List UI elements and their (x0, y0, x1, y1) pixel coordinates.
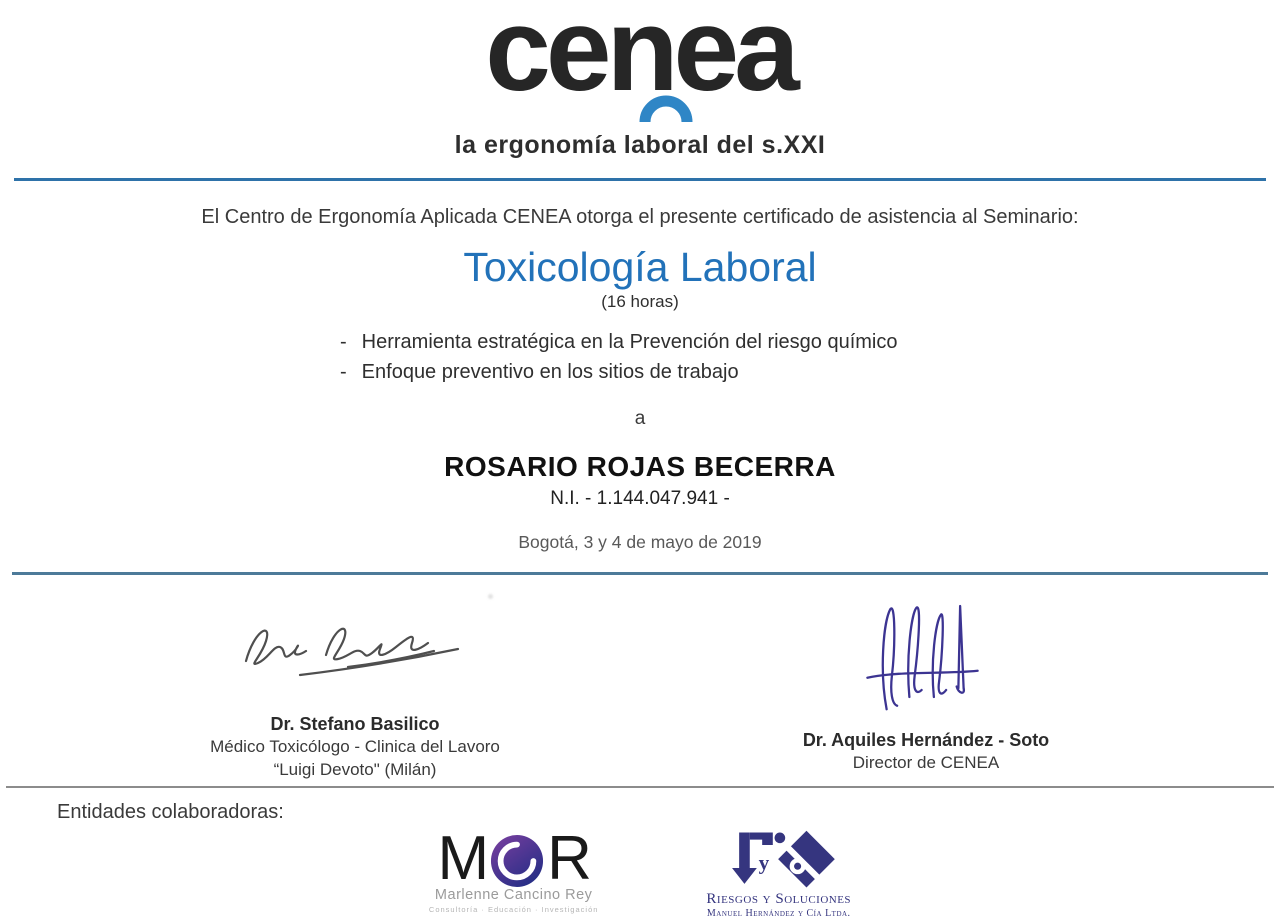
cenea-arc-icon (641, 96, 691, 122)
signer-name: Dr. Aquiles Hernández - Soto (802, 730, 1050, 750)
date-place: Bogotá, 3 y 4 de mayo de 2019 (518, 532, 762, 552)
seminar-title: Toxicología Laboral (463, 244, 817, 290)
recipient-id: N.I. - 1.144.047.941 - (550, 488, 730, 509)
signature-basilico (210, 575, 500, 786)
basilico-signature-icon (230, 605, 480, 705)
mcr-letter-r: R (547, 824, 590, 893)
signer-role-line: Director de CENEA (852, 753, 1000, 772)
cenea-wordmark: cenea (485, 0, 795, 116)
intro-text: El Centro de Ergonomía Aplicada CENEA otorga el presente certificado de asistencia al Seminario: (201, 206, 1079, 228)
seminar-topic-item (340, 327, 940, 357)
signature-hernandez (803, 575, 1049, 786)
bullet-dash: - (340, 361, 347, 383)
rys-name: Riesgos y Soluciones (706, 891, 852, 907)
cenea-wordmark-wrap (485, 0, 795, 132)
connector-word: a (634, 408, 646, 429)
recipient-name: ROSARIO ROJAS BECERRA (444, 451, 836, 482)
top-divider (14, 178, 1266, 181)
signer-role-line: Médico Toxicólogo - Clinica del Lavoro (210, 737, 500, 756)
cenea-logo (0, 0, 1280, 160)
signer-name: Dr. Stefano Basilico (270, 714, 440, 734)
footer-divider (6, 786, 1274, 788)
signature-left-column (0, 575, 640, 786)
collaborators-label: Entidades colaboradoras: (57, 801, 284, 823)
seminar-topics-list (340, 327, 940, 387)
stray-pen-mark (488, 594, 493, 599)
mcr-subtitle: Marlenne Cancino Rey (434, 887, 593, 903)
riesgos-soluciones-mark-icon (717, 829, 841, 891)
signatures-row (0, 575, 1280, 786)
mcr-logo (428, 824, 599, 915)
partner-logos-row (0, 824, 1280, 920)
bullet-dash: - (340, 331, 347, 353)
riesgos-soluciones-logo (706, 829, 851, 920)
rys-letter-y: y (758, 850, 769, 875)
seminar-topic-text: Enfoque preventivo en los sitios de trabajo (361, 361, 739, 383)
seminar-duration: (16 horas) (601, 292, 679, 311)
seminar-topic-text: Herramienta estratégica en la Prevención del riesgo químico (361, 331, 898, 353)
hernandez-signature-icon (851, 585, 1001, 725)
signature-right-column (640, 575, 1280, 786)
mcr-swirl-icon (490, 834, 544, 888)
mcr-tagline: Consultoría · Educación · Investigación (428, 905, 599, 914)
seminar-topic-item (340, 357, 940, 387)
mcr-letter-m: M (437, 824, 488, 893)
cenea-tagline: la ergonomía laboral del s.XXI (454, 131, 826, 159)
rys-company: Manuel Hernández y Cía Ltda. (706, 908, 851, 919)
mcr-letters (437, 824, 590, 893)
signer-role-line: “Luigi Devoto" (Milán) (273, 760, 437, 779)
